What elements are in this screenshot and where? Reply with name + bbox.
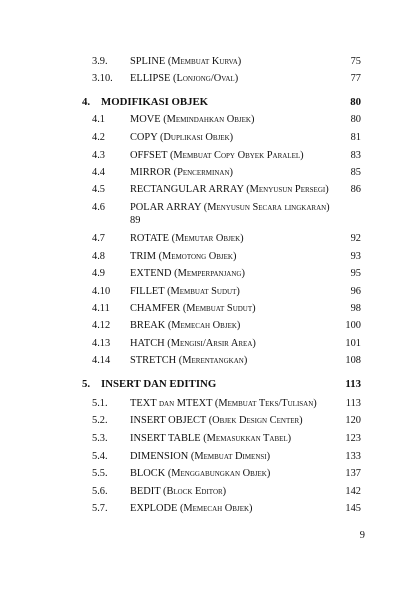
toc-page-number: 95 <box>350 268 361 279</box>
page-number: 9 <box>359 530 365 541</box>
toc-title <box>130 250 236 263</box>
toc-number: 3.10. <box>92 73 113 84</box>
toc-page-number: 123 <box>345 433 361 444</box>
toc-page-number: 93 <box>350 251 361 262</box>
toc-title-text: BREAK <box>130 320 166 331</box>
toc-description: (Block Editor) <box>163 486 227 497</box>
toc-title-text: BLOCK <box>130 468 166 479</box>
toc-number: 4.7 <box>92 233 105 244</box>
toc-title-text: OFFSET <box>130 150 168 161</box>
toc-page-number: 75 <box>350 56 361 67</box>
toc-page-number: 98 <box>350 303 361 314</box>
toc-title-text: HATCH <box>130 338 165 349</box>
toc-description: (Pencerminan) <box>173 167 233 178</box>
toc-number: 5.4. <box>92 451 108 462</box>
toc-number: 5.1. <box>92 398 108 409</box>
toc-title-text: TRIM <box>130 251 156 262</box>
toc-description: (Lonjong/Oval) <box>173 73 239 84</box>
toc-number: 3.9. <box>92 56 108 67</box>
toc-number: 4.4 <box>92 167 105 178</box>
toc-page-number: 80 <box>350 96 361 108</box>
toc-page-number: 83 <box>350 150 361 161</box>
toc-title <box>130 55 241 68</box>
toc-title <box>130 72 238 85</box>
toc-description: (Menyusun Secara lingkaran) <box>203 202 330 213</box>
toc-page-number: 142 <box>345 486 361 497</box>
toc-number: 4.1 <box>92 114 105 125</box>
toc-title <box>130 113 254 126</box>
toc-page-number: 145 <box>345 503 361 514</box>
toc-number: 4.5 <box>92 184 105 195</box>
toc-page-number: 133 <box>345 451 361 462</box>
toc-page-number: 108 <box>345 355 361 366</box>
toc-number: 4.8 <box>92 251 105 262</box>
toc-page-number: 120 <box>345 415 361 426</box>
toc-title-text: INSERT OBJECT <box>130 415 207 426</box>
toc-title-text: ELLIPSE <box>130 73 171 84</box>
toc-description: (Memecah Objek) <box>179 503 253 514</box>
toc-number: 4.13 <box>92 338 111 349</box>
toc-title-text: CHAMFER <box>130 303 181 314</box>
toc-title-text: BEDIT <box>130 486 161 497</box>
toc-title-text: TEXT <box>130 398 157 409</box>
toc-title <box>130 502 253 515</box>
toc-description: (Menyusun Persegi) <box>246 184 329 195</box>
toc-description: (Memecah Objek) <box>167 320 241 331</box>
toc-page-number: 80 <box>350 114 361 125</box>
toc-description: (Memasukkan Tabel) <box>203 433 292 444</box>
toc-number: 5.7. <box>92 503 108 514</box>
toc-title-text: MODIFIKASI OBJEK <box>101 96 209 108</box>
toc-number: 4.6 <box>92 202 105 213</box>
toc-title <box>130 432 291 445</box>
toc-number: 4.9 <box>92 268 105 279</box>
toc-number: 5.5. <box>92 468 108 479</box>
toc-number: 4.10 <box>92 286 111 297</box>
toc-title-text: MOVE <box>130 114 161 125</box>
toc-number: 4. <box>82 96 91 108</box>
toc-description: (Membuat Sudut) <box>167 286 240 297</box>
toc-description: (Membuat Sudut) <box>182 303 256 314</box>
toc-number: 4.11 <box>92 303 110 314</box>
toc-page-number: 100 <box>345 320 361 331</box>
toc-title <box>130 232 244 245</box>
toc-page-number: 113 <box>345 378 361 390</box>
toc-title <box>130 337 256 350</box>
toc-title <box>101 96 208 109</box>
toc-number: 5.2. <box>92 415 108 426</box>
toc-title <box>130 319 240 332</box>
toc-description: (Menggabungkan Objek) <box>167 468 271 479</box>
toc-title <box>130 450 270 463</box>
toc-title-text: SPLINE <box>130 56 166 67</box>
toc-description: (Duplikasi Objek) <box>159 132 234 143</box>
toc-title <box>130 285 240 298</box>
toc-title-text: INSERT TABLE <box>130 433 201 444</box>
toc-title <box>130 166 233 179</box>
toc-title <box>130 183 329 196</box>
toc-title <box>130 397 317 410</box>
toc-description: (Membuat Kurva) <box>167 56 242 67</box>
toc-page-number: 77 <box>350 73 361 84</box>
toc-page-number: 96 <box>350 286 361 297</box>
toc-description: (Membuat Dimensi) <box>190 451 271 462</box>
toc-description: (Memindahkan Objek) <box>163 114 255 125</box>
toc-title-text: POLAR ARRAY <box>130 202 202 213</box>
toc-number: 5.3. <box>92 433 108 444</box>
toc-title <box>130 467 270 480</box>
toc-number: 4.3 <box>92 150 105 161</box>
toc-title <box>130 354 247 367</box>
toc-page-number: 89 <box>130 215 141 226</box>
toc-title <box>130 485 226 498</box>
toc-description: (Merentangkan) <box>178 355 248 366</box>
toc-number: 5. <box>82 378 91 390</box>
toc-page-number: 85 <box>350 167 361 178</box>
toc-page-number: 81 <box>350 132 361 143</box>
toc-title-text: RECTANGULAR ARRAY <box>130 184 244 195</box>
toc-title <box>101 378 216 391</box>
toc-title-text: ROTATE <box>130 233 169 244</box>
toc-title-text: INSERT DAN EDITING <box>101 378 217 390</box>
toc-description: (Memotong Objek) <box>158 251 237 262</box>
toc-title-text: EXPLODE <box>130 503 178 514</box>
toc-title-text: MIRROR <box>130 167 171 178</box>
toc-number: 5.6. <box>92 486 108 497</box>
toc-description: (Memutar Objek) <box>171 233 244 244</box>
toc-number: 4.14 <box>92 355 111 366</box>
toc-number: 4.12 <box>92 320 111 331</box>
toc-description: (Mengisi/Arsir Area) <box>167 338 256 349</box>
toc-description: (Memperpanjang) <box>174 268 245 279</box>
toc-page-number: 92 <box>350 233 361 244</box>
toc-page-number: 137 <box>345 468 361 479</box>
toc-title <box>130 302 256 315</box>
toc-description: (Membuat Copy Obyek Paralel) <box>169 150 304 161</box>
toc-page-number: 101 <box>345 338 361 349</box>
toc-title <box>130 201 330 214</box>
toc-title-text: COPY <box>130 132 158 143</box>
toc-page-number: 113 <box>345 398 361 409</box>
toc-title-text: DIMENSION <box>130 451 189 462</box>
toc-description: (Objek Design Center) <box>208 415 303 426</box>
toc-description: dan MTEXT (Membuat Teks/Tulisan) <box>158 398 317 409</box>
toc-page-number: 86 <box>350 184 361 195</box>
toc-title-text: FILLET <box>130 286 165 297</box>
toc-title <box>130 149 304 162</box>
toc-title <box>130 131 233 144</box>
toc-title-text: EXTEND <box>130 268 172 279</box>
toc-title <box>130 267 245 280</box>
toc-title-text: STRETCH <box>130 355 177 366</box>
toc-number: 4.2 <box>92 132 105 143</box>
toc-title <box>130 414 303 427</box>
